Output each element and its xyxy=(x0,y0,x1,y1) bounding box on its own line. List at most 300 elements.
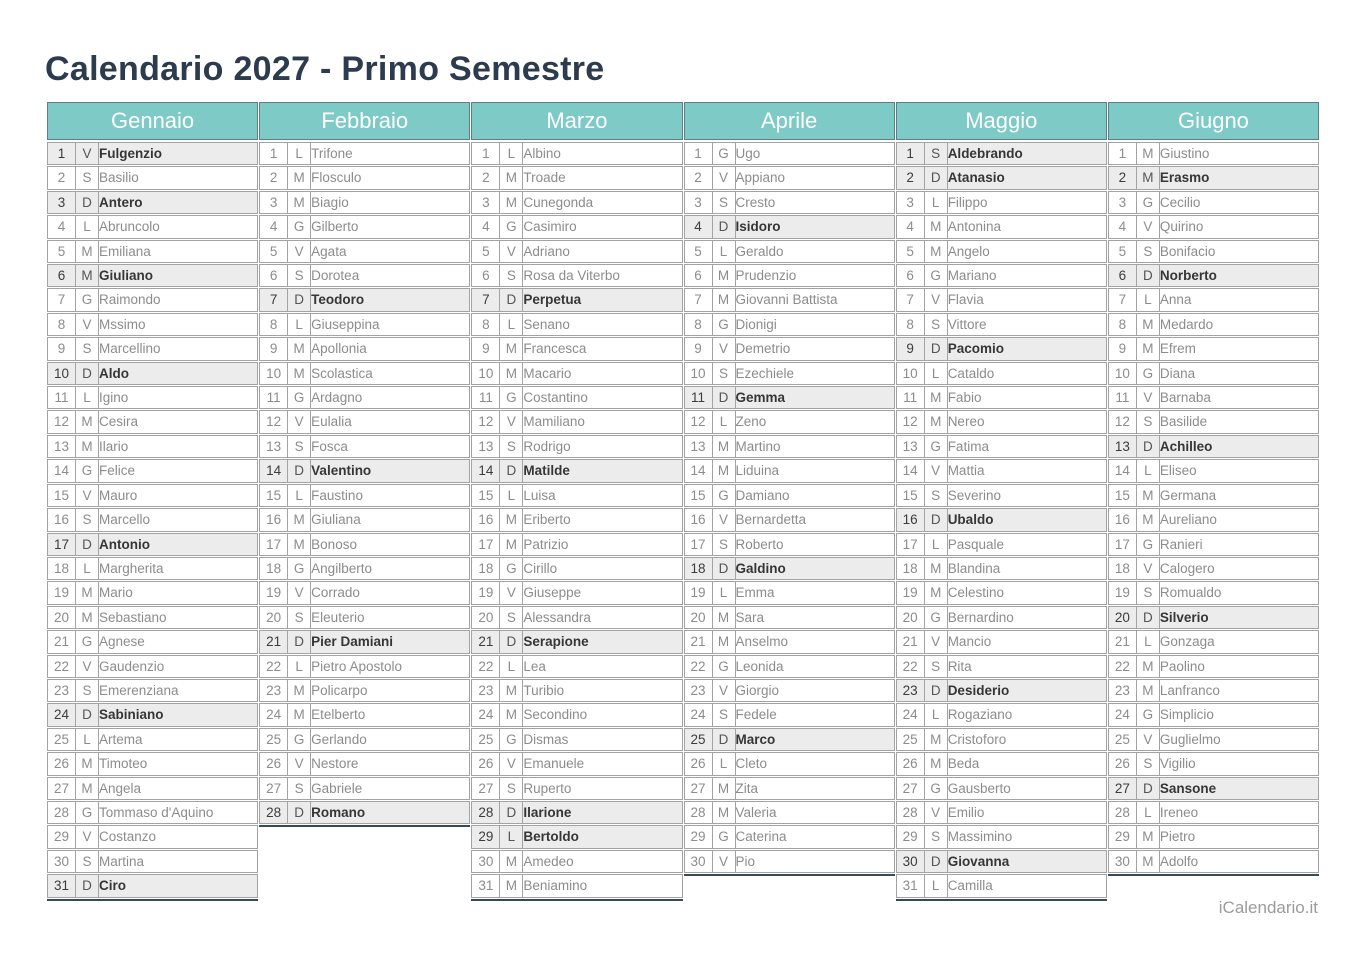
saint-name: Giuliana xyxy=(311,508,470,531)
day-number: 12 xyxy=(1108,410,1137,433)
day-row xyxy=(471,679,682,702)
weekday-letter: V xyxy=(76,825,99,848)
day-number: 16 xyxy=(47,508,76,531)
day-number: 17 xyxy=(684,533,713,556)
day-number: 24 xyxy=(47,703,76,726)
weekday-letter: M xyxy=(925,557,948,580)
saint-name: Giuliano xyxy=(99,264,258,287)
day-row xyxy=(259,777,470,800)
day-row xyxy=(259,264,470,287)
weekday-letter: S xyxy=(288,435,311,458)
saint-name: Apollonia xyxy=(311,337,470,360)
weekday-letter: D xyxy=(76,191,99,214)
day-row xyxy=(47,655,258,678)
weekday-letter: S xyxy=(76,850,99,873)
day-number: 8 xyxy=(896,313,925,336)
weekday-letter: M xyxy=(76,435,99,458)
days-table xyxy=(684,141,895,874)
weekday-letter: S xyxy=(76,508,99,531)
saint-name: Silverio xyxy=(1160,606,1319,629)
day-row xyxy=(1108,288,1319,311)
weekday-letter: M xyxy=(288,508,311,531)
saint-name: Erasmo xyxy=(1160,166,1319,189)
day-row xyxy=(471,508,682,531)
day-row xyxy=(259,752,470,775)
weekday-letter: V xyxy=(925,459,948,482)
day-number: 21 xyxy=(471,630,500,653)
day-row xyxy=(1108,825,1319,848)
day-row xyxy=(47,362,258,385)
saint-name: Amedeo xyxy=(523,850,682,873)
day-number: 4 xyxy=(259,215,288,238)
weekday-letter: D xyxy=(925,679,948,702)
saint-name: Fedele xyxy=(736,703,895,726)
weekday-letter: V xyxy=(500,752,523,775)
day-number: 7 xyxy=(1108,288,1137,311)
day-number: 9 xyxy=(47,337,76,360)
saint-name: Macario xyxy=(523,362,682,385)
saint-name: Basilio xyxy=(99,166,258,189)
weekday-letter: D xyxy=(925,337,948,360)
weekday-letter: L xyxy=(288,484,311,507)
day-row xyxy=(684,703,895,726)
weekday-letter: D xyxy=(925,508,948,531)
weekday-letter: L xyxy=(1137,801,1160,824)
day-row xyxy=(684,142,895,165)
day-number: 27 xyxy=(471,777,500,800)
weekday-letter: S xyxy=(1137,581,1160,604)
saint-name: Desiderio xyxy=(948,679,1107,702)
weekday-letter: M xyxy=(76,581,99,604)
weekday-letter: V xyxy=(1137,557,1160,580)
weekday-letter: M xyxy=(1137,655,1160,678)
day-number: 8 xyxy=(471,313,500,336)
month-header: Giugno xyxy=(1108,102,1319,140)
day-number: 15 xyxy=(471,484,500,507)
weekday-letter: D xyxy=(288,630,311,653)
saint-name: Rogaziano xyxy=(948,703,1107,726)
weekday-letter: L xyxy=(925,362,948,385)
weekday-letter: V xyxy=(713,166,736,189)
weekday-letter: M xyxy=(1137,850,1160,873)
weekday-letter: S xyxy=(713,533,736,556)
day-row xyxy=(259,679,470,702)
saint-name: Abruncolo xyxy=(99,215,258,238)
day-number: 13 xyxy=(259,435,288,458)
saint-name: Angelo xyxy=(948,240,1107,263)
day-row xyxy=(471,288,682,311)
saint-name: Ezechiele xyxy=(736,362,895,385)
weekday-letter: M xyxy=(76,606,99,629)
weekday-letter: L xyxy=(500,484,523,507)
weekday-letter: S xyxy=(925,484,948,507)
day-number: 4 xyxy=(471,215,500,238)
day-row xyxy=(47,606,258,629)
day-row xyxy=(259,459,470,482)
day-row xyxy=(684,459,895,482)
weekday-letter: M xyxy=(500,850,523,873)
saint-name: Efrem xyxy=(1160,337,1319,360)
day-number: 21 xyxy=(47,630,76,653)
day-row xyxy=(1108,655,1319,678)
saint-name: Fulgenzio xyxy=(99,142,258,165)
weekday-letter: M xyxy=(713,264,736,287)
saint-name: Roberto xyxy=(736,533,895,556)
saint-name: Ranieri xyxy=(1160,533,1319,556)
weekday-letter: S xyxy=(500,777,523,800)
day-number: 19 xyxy=(684,581,713,604)
day-number: 6 xyxy=(471,264,500,287)
day-row xyxy=(47,386,258,409)
day-number: 27 xyxy=(684,777,713,800)
weekday-letter: S xyxy=(713,703,736,726)
weekday-letter: M xyxy=(713,606,736,629)
day-number: 24 xyxy=(1108,703,1137,726)
day-number: 23 xyxy=(1108,679,1137,702)
saint-name: Fosca xyxy=(311,435,470,458)
day-number: 20 xyxy=(259,606,288,629)
day-number: 18 xyxy=(471,557,500,580)
saint-name: Gabriele xyxy=(311,777,470,800)
saint-name: Filippo xyxy=(948,191,1107,214)
saint-name: Pietro Apostolo xyxy=(311,655,470,678)
weekday-letter: M xyxy=(713,459,736,482)
weekday-letter: V xyxy=(76,142,99,165)
saint-name: Ugo xyxy=(736,142,895,165)
weekday-letter: G xyxy=(713,142,736,165)
day-number: 12 xyxy=(259,410,288,433)
day-row xyxy=(259,288,470,311)
saint-name: Valeria xyxy=(736,801,895,824)
weekday-letter: G xyxy=(76,459,99,482)
saint-name: Germana xyxy=(1160,484,1319,507)
day-row xyxy=(471,703,682,726)
weekday-letter: S xyxy=(76,166,99,189)
saint-name: Corrado xyxy=(311,581,470,604)
day-row xyxy=(896,679,1107,702)
saint-name: Gemma xyxy=(736,386,895,409)
day-row xyxy=(471,581,682,604)
weekday-letter: M xyxy=(713,801,736,824)
day-row xyxy=(684,313,895,336)
weekday-letter: L xyxy=(713,240,736,263)
weekday-letter: G xyxy=(713,313,736,336)
weekday-letter: V xyxy=(713,850,736,873)
weekday-letter: G xyxy=(925,606,948,629)
day-row xyxy=(259,362,470,385)
day-number: 22 xyxy=(684,655,713,678)
days-table xyxy=(1108,141,1319,874)
saint-name: Romano xyxy=(311,801,470,824)
day-number: 7 xyxy=(684,288,713,311)
weekday-letter: L xyxy=(1137,630,1160,653)
day-number: 31 xyxy=(471,874,500,897)
day-number: 5 xyxy=(471,240,500,263)
saint-name: Dismas xyxy=(523,728,682,751)
month-header: Gennaio xyxy=(47,102,258,140)
day-row xyxy=(1108,459,1319,482)
saint-name: Demetrio xyxy=(736,337,895,360)
day-row xyxy=(896,655,1107,678)
day-row xyxy=(896,801,1107,824)
day-row xyxy=(47,215,258,238)
day-row xyxy=(896,508,1107,531)
weekday-letter: V xyxy=(925,288,948,311)
weekday-letter: V xyxy=(713,337,736,360)
saint-name: Patrizio xyxy=(523,533,682,556)
saint-name: Ciro xyxy=(99,874,258,897)
day-number: 14 xyxy=(259,459,288,482)
saint-name: Pietro xyxy=(1160,825,1319,848)
day-number: 30 xyxy=(684,850,713,873)
weekday-letter: S xyxy=(925,655,948,678)
day-number: 4 xyxy=(896,215,925,238)
weekday-letter: M xyxy=(288,679,311,702)
saint-name: Costanzo xyxy=(99,825,258,848)
day-row xyxy=(1108,142,1319,165)
weekday-letter: G xyxy=(1137,191,1160,214)
saint-name: Felice xyxy=(99,459,258,482)
weekday-letter: D xyxy=(500,630,523,653)
weekday-letter: S xyxy=(925,313,948,336)
weekday-letter: D xyxy=(925,166,948,189)
weekday-letter: G xyxy=(288,557,311,580)
saint-name: Aureliano xyxy=(1160,508,1319,531)
weekday-letter: D xyxy=(500,801,523,824)
weekday-letter: D xyxy=(713,215,736,238)
day-row xyxy=(684,630,895,653)
day-row xyxy=(1108,850,1319,873)
day-row xyxy=(471,410,682,433)
day-number: 9 xyxy=(896,337,925,360)
day-row xyxy=(471,142,682,165)
day-number: 11 xyxy=(684,386,713,409)
day-row xyxy=(684,337,895,360)
saint-name: Turibio xyxy=(523,679,682,702)
saint-name: Gerlando xyxy=(311,728,470,751)
saint-name: Aldebrando xyxy=(948,142,1107,165)
saint-name: Dionigi xyxy=(736,313,895,336)
weekday-letter: V xyxy=(76,313,99,336)
day-row xyxy=(471,337,682,360)
day-row xyxy=(896,240,1107,263)
day-row xyxy=(47,288,258,311)
saint-name: Giovanni Battista xyxy=(736,288,895,311)
saint-name: Margherita xyxy=(99,557,258,580)
saint-name: Sara xyxy=(736,606,895,629)
day-number: 22 xyxy=(896,655,925,678)
day-row xyxy=(47,484,258,507)
saint-name: Pacomio xyxy=(948,337,1107,360)
day-row xyxy=(684,777,895,800)
day-row xyxy=(1108,386,1319,409)
day-number: 11 xyxy=(1108,386,1137,409)
saint-name: Rosa da Viterbo xyxy=(523,264,682,287)
weekday-letter: S xyxy=(713,191,736,214)
saint-name: Celestino xyxy=(948,581,1107,604)
month-giugno xyxy=(1108,102,1319,876)
day-row xyxy=(47,142,258,165)
saint-name: Mancio xyxy=(948,630,1107,653)
days-table xyxy=(47,141,258,899)
day-number: 24 xyxy=(259,703,288,726)
day-row xyxy=(1108,606,1319,629)
weekday-letter: M xyxy=(288,166,311,189)
day-row xyxy=(47,752,258,775)
saint-name: Marcello xyxy=(99,508,258,531)
day-number: 5 xyxy=(684,240,713,263)
weekday-letter: D xyxy=(76,874,99,897)
days-table xyxy=(259,141,470,825)
day-number: 16 xyxy=(259,508,288,531)
day-number: 27 xyxy=(259,777,288,800)
weekday-letter: S xyxy=(1137,752,1160,775)
day-number: 19 xyxy=(471,581,500,604)
saint-name: Serapione xyxy=(523,630,682,653)
day-row xyxy=(896,606,1107,629)
saint-name: Calogero xyxy=(1160,557,1319,580)
day-number: 7 xyxy=(47,288,76,311)
weekday-letter: G xyxy=(500,557,523,580)
saint-name: Igino xyxy=(99,386,258,409)
saint-name: Cunegonda xyxy=(523,191,682,214)
weekday-letter: V xyxy=(76,655,99,678)
weekday-letter: S xyxy=(500,606,523,629)
weekday-letter: L xyxy=(76,386,99,409)
saint-name: Nestore xyxy=(311,752,470,775)
day-row xyxy=(684,850,895,873)
saint-name: Mariano xyxy=(948,264,1107,287)
day-row xyxy=(1108,728,1319,751)
weekday-letter: S xyxy=(288,606,311,629)
day-row xyxy=(47,874,258,897)
day-number: 15 xyxy=(47,484,76,507)
day-number: 14 xyxy=(896,459,925,482)
day-row xyxy=(471,606,682,629)
day-row xyxy=(896,581,1107,604)
day-row xyxy=(684,264,895,287)
day-row xyxy=(259,142,470,165)
day-row xyxy=(471,557,682,580)
saint-name: Pio xyxy=(736,850,895,873)
weekday-letter: D xyxy=(500,459,523,482)
day-number: 11 xyxy=(471,386,500,409)
day-number: 6 xyxy=(47,264,76,287)
month-header: Maggio xyxy=(896,102,1107,140)
weekday-letter: M xyxy=(1137,679,1160,702)
saint-name: Simplicio xyxy=(1160,703,1319,726)
weekday-letter: L xyxy=(76,728,99,751)
day-row xyxy=(471,850,682,873)
day-number: 18 xyxy=(1108,557,1137,580)
saint-name: Giuseppe xyxy=(523,581,682,604)
day-row xyxy=(896,386,1107,409)
weekday-letter: D xyxy=(76,533,99,556)
day-number: 6 xyxy=(1108,264,1137,287)
weekday-letter: V xyxy=(713,508,736,531)
day-number: 24 xyxy=(684,703,713,726)
day-number: 30 xyxy=(896,850,925,873)
weekday-letter: G xyxy=(76,630,99,653)
day-row xyxy=(259,533,470,556)
saint-name: Lea xyxy=(523,655,682,678)
day-row xyxy=(471,874,682,897)
saint-name: Etelberto xyxy=(311,703,470,726)
saint-name: Bernardetta xyxy=(736,508,895,531)
weekday-letter: G xyxy=(288,728,311,751)
day-number: 8 xyxy=(684,313,713,336)
day-row xyxy=(47,801,258,824)
day-row xyxy=(684,679,895,702)
weekday-letter: S xyxy=(1137,240,1160,263)
day-row xyxy=(471,362,682,385)
day-number: 21 xyxy=(684,630,713,653)
day-number: 29 xyxy=(684,825,713,848)
day-row xyxy=(1108,435,1319,458)
day-number: 17 xyxy=(259,533,288,556)
saint-name: Bonifacio xyxy=(1160,240,1319,263)
day-number: 14 xyxy=(471,459,500,482)
saint-name: Damiano xyxy=(736,484,895,507)
day-row xyxy=(259,557,470,580)
day-row xyxy=(47,337,258,360)
saint-name: Mario xyxy=(99,581,258,604)
day-row xyxy=(684,240,895,263)
saint-name: Raimondo xyxy=(99,288,258,311)
day-number: 29 xyxy=(1108,825,1137,848)
saint-name: Matilde xyxy=(523,459,682,482)
month-aprile xyxy=(684,102,895,876)
days-table xyxy=(471,141,682,899)
watermark-icalendario: iCalendario.it xyxy=(1218,898,1318,917)
saint-name: Severino xyxy=(948,484,1107,507)
day-row xyxy=(47,166,258,189)
day-number: 21 xyxy=(259,630,288,653)
day-number: 26 xyxy=(1108,752,1137,775)
day-row xyxy=(896,850,1107,873)
day-row xyxy=(896,703,1107,726)
weekday-letter: D xyxy=(1137,435,1160,458)
day-row xyxy=(896,362,1107,385)
day-row xyxy=(259,313,470,336)
day-row xyxy=(47,459,258,482)
saint-name: Emerenziana xyxy=(99,679,258,702)
day-row xyxy=(259,191,470,214)
day-row xyxy=(259,703,470,726)
day-row xyxy=(896,777,1107,800)
day-number: 20 xyxy=(471,606,500,629)
saint-name: Cleto xyxy=(736,752,895,775)
day-row xyxy=(684,801,895,824)
day-row xyxy=(896,166,1107,189)
day-number: 28 xyxy=(471,801,500,824)
day-row xyxy=(471,215,682,238)
weekday-letter: D xyxy=(1137,777,1160,800)
saint-name: Francesca xyxy=(523,337,682,360)
day-row xyxy=(684,581,895,604)
day-number: 5 xyxy=(47,240,76,263)
weekday-letter: S xyxy=(1137,410,1160,433)
day-row xyxy=(896,533,1107,556)
day-row xyxy=(471,264,682,287)
saint-name: Ilario xyxy=(99,435,258,458)
day-row xyxy=(259,508,470,531)
weekday-letter: L xyxy=(288,142,311,165)
day-row xyxy=(259,728,470,751)
saint-name: Angela xyxy=(99,777,258,800)
day-row xyxy=(471,777,682,800)
weekday-letter: V xyxy=(925,801,948,824)
